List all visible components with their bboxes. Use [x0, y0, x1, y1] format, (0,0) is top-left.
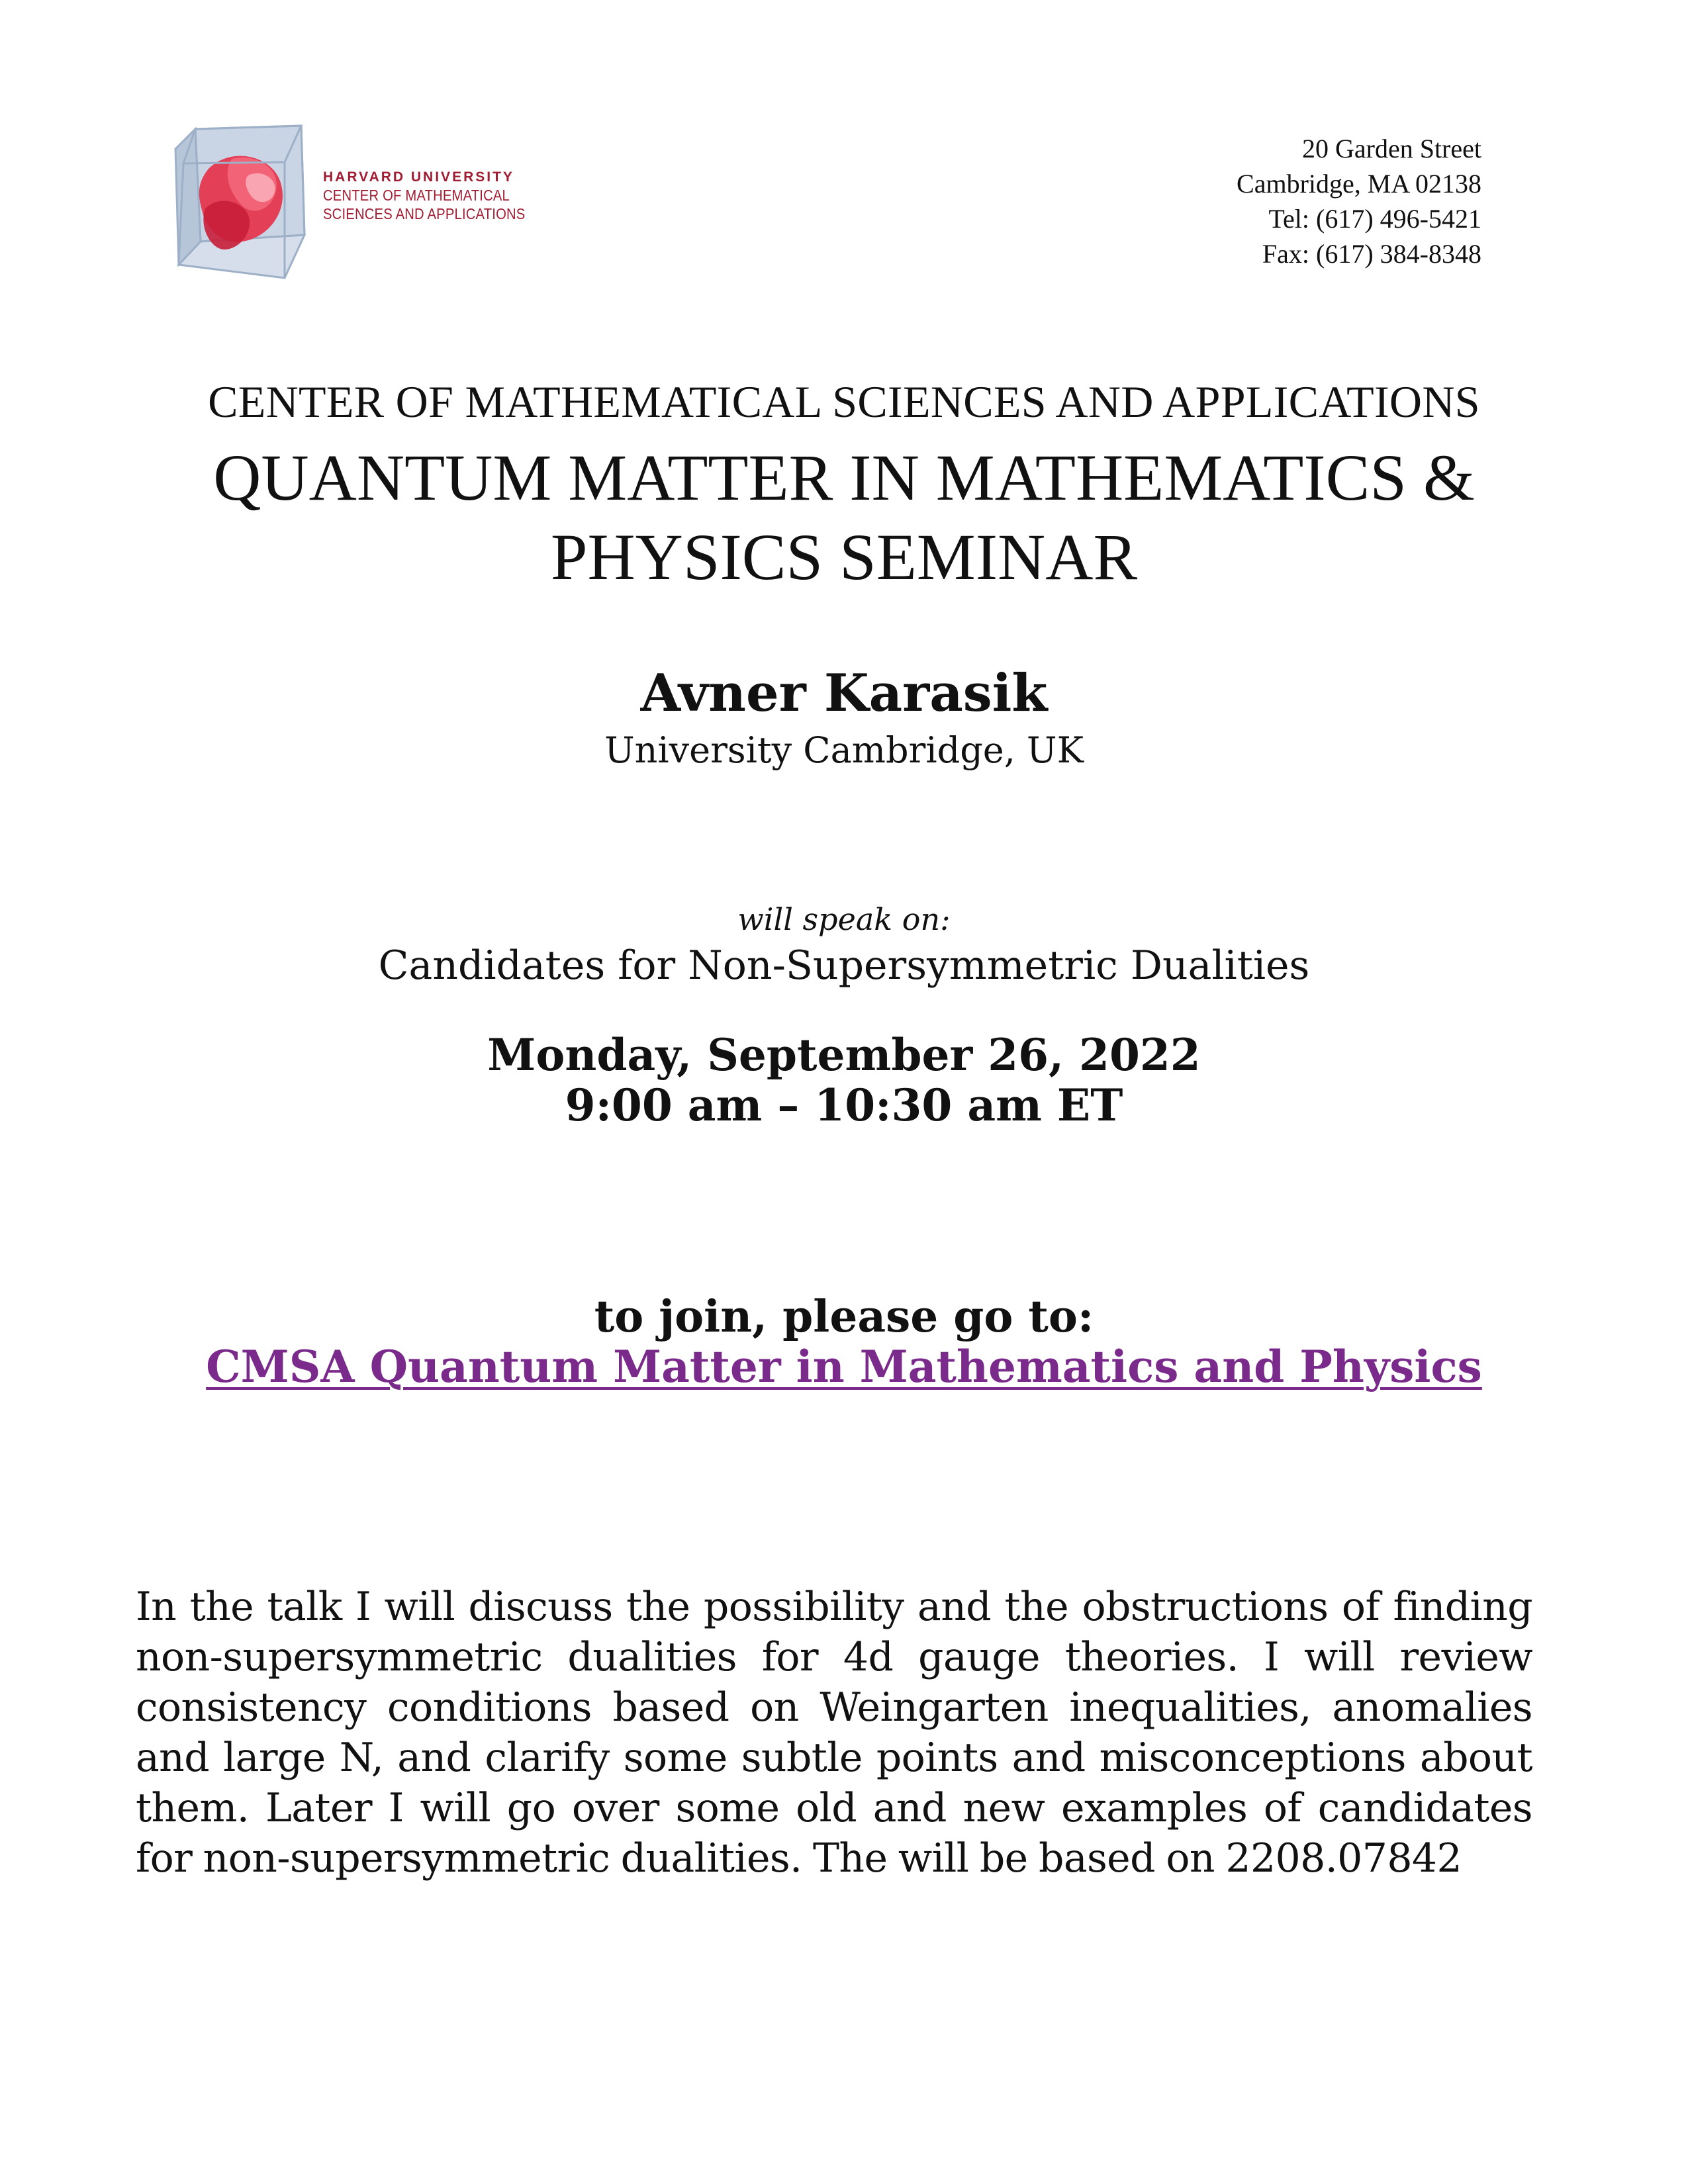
address-street: 20 Garden Street	[1301, 134, 1481, 163]
address-tel: Tel: (617) 496-5421	[1268, 204, 1481, 234]
address-fax: Fax: (617) 384-8348	[1262, 239, 1481, 269]
event-time: 9:00 am – 10:30 am ET	[565, 1079, 1123, 1131]
join-label: to join, please go to:	[594, 1291, 1094, 1342]
logo-center-line1: CENTER OF MATHEMATICAL	[323, 187, 510, 204]
cmsa-logo	[169, 122, 539, 281]
seminar-title-line2: PHYSICS SEMINAR	[550, 520, 1138, 594]
talk-title: Candidates for Non-Supersymmetric Dualities	[378, 942, 1310, 989]
logo-university: HARVARD UNIVERSITY	[323, 169, 514, 185]
center-name-heading: CENTER OF MATHEMATICAL SCIENCES AND APPLICATIONS	[208, 377, 1480, 427]
cube-logo-icon	[169, 122, 318, 281]
join-link[interactable]: CMSA Quantum Matter in Mathematics and Physics	[206, 1341, 1482, 1392]
logo-wordmark	[323, 170, 553, 225]
logo-center-line2: SCIENCES AND APPLICATIONS	[323, 205, 526, 222]
seminar-title	[0, 438, 1688, 597]
address-city: Cambridge, MA 02138	[1237, 169, 1481, 199]
address-block	[1237, 131, 1481, 271]
event-date: Monday, September 26, 2022	[487, 1029, 1201, 1081]
abstract-text: In the talk I will discuss the possibility and the obstructions of finding non-supersymmetric dualities for 4d gauge theories. I will review consistency conditions based on Weingarten inequalities, anomalies and large N, and clarify some subtle points and misconceptions about them. Later I will go over some old and new examples of candidates for non-supersymmetric dualities. The will be based on 2208.07842	[136, 1584, 1532, 1882]
event-datetime	[0, 1030, 1688, 1130]
join-link-container	[0, 1341, 1688, 1392]
speaker-affiliation: University Cambridge, UK	[604, 729, 1084, 771]
seminar-title-line1: QUANTUM MATTER IN MATHEMATICS &	[213, 441, 1475, 514]
will-speak-label: will speak on:	[737, 901, 951, 937]
speaker-name: Avner Karasik	[640, 663, 1048, 723]
